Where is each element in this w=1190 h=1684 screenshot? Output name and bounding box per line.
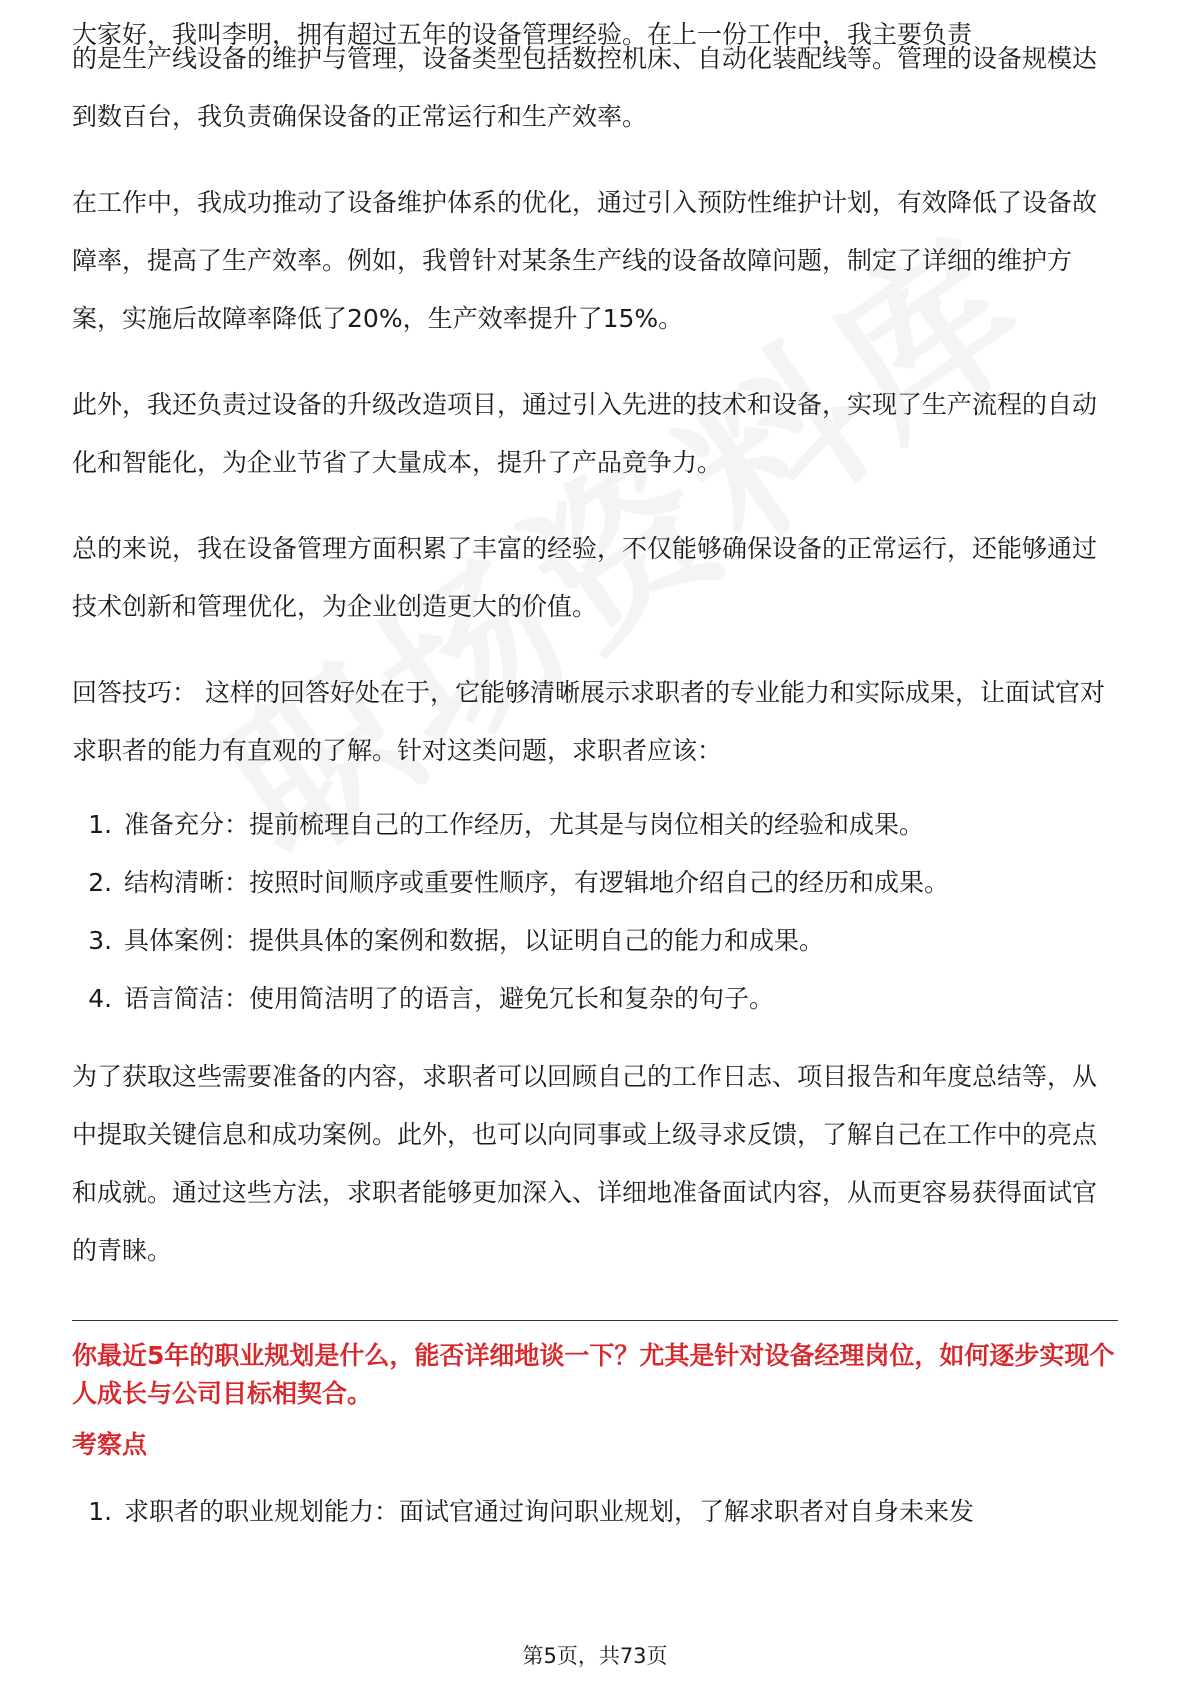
assessment-list	[72, 1483, 1118, 1541]
paragraph-summary: 总的来说，我在设备管理方面积累了丰富的经验，不仅能够确保设备的正常运行，还能够通过技术创新和管理优化，为企业创造更大的价值。	[72, 534, 1098, 621]
paragraph-achievements: 在工作中，我成功推动了设备维护体系的优化，通过引入预防性维护计划，有效降低了设备故障率，提高了生产效率。例如，我曾针对某条生产线的设备故障问题，制定了详细的维护方案，实施后故障率降低了20%，生产效率提升了15%。	[72, 188, 1098, 333]
section-heading: 考察点	[72, 1430, 148, 1459]
list-item: 1. 准备充分：提前梳理自己的工作经历，尤其是与岗位相关的经验和成果。	[120, 796, 1118, 854]
section-divider	[72, 1320, 1118, 1321]
paragraph-closing: 为了获取这些需要准备的内容，求职者可以回顾自己的工作日志、项目报告和年度总结等，从中提取关键信息和成功案例。此外，也可以向同事或上级寻求反馈，了解自己在工作中的亮点和成就。通过这些方法，求职者能够更加深入、详细地准备面试内容，从而更容易获得面试官的青睐。	[72, 1062, 1098, 1265]
cut-off-line-text: 大家好，我叫李明，拥有超过五年的设备管理经验。在上一份工作中，我主要负责	[72, 20, 973, 49]
paragraph-answer-tips: 回答技巧： 这样的回答好处在于，它能够清晰展示求职者的专业能力和实际成果，让面试官对求职者的能力有直观的了解。针对这类问题，求职者应该：	[72, 678, 1105, 765]
paragraph-experience: 的是生产线设备的维护与管理，设备类型包括数控机床、自动化装配线等。管理的设备规模达到数百台，我负责确保设备的正常运行和生产效率。	[72, 44, 1098, 131]
tips-list	[72, 796, 1118, 1028]
interview-question: 你最近5年的职业规划是什么，能否详细地谈一下？尤其是针对设备经理岗位，如何逐步实现个人成长与公司目标相契合。	[72, 1341, 1115, 1408]
list-item: 3. 具体案例：提供具体的案例和数据，以证明自己的能力和成果。	[120, 912, 1118, 970]
cut-off-line	[72, 6, 1118, 49]
document-body	[72, 20, 1118, 1541]
list-item: 2. 结构清晰：按照时间顺序或重要性顺序，有逻辑地介绍自己的经历和成果。	[120, 854, 1118, 912]
list-item: 4. 语言简洁：使用简洁明了的语言，避免冗长和复杂的句子。	[120, 970, 1118, 1028]
list-item: 1. 求职者的职业规划能力：面试官通过询问职业规划，了解求职者对自身未来发	[120, 1483, 1118, 1541]
paragraph-upgrade: 此外，我还负责过设备的升级改造项目，通过引入先进的技术和设备，实现了生产流程的自动化和智能化，为企业节省了大量成本，提升了产品竞争力。	[72, 390, 1098, 477]
page-footer: 第5页，共73页	[522, 1644, 668, 1668]
